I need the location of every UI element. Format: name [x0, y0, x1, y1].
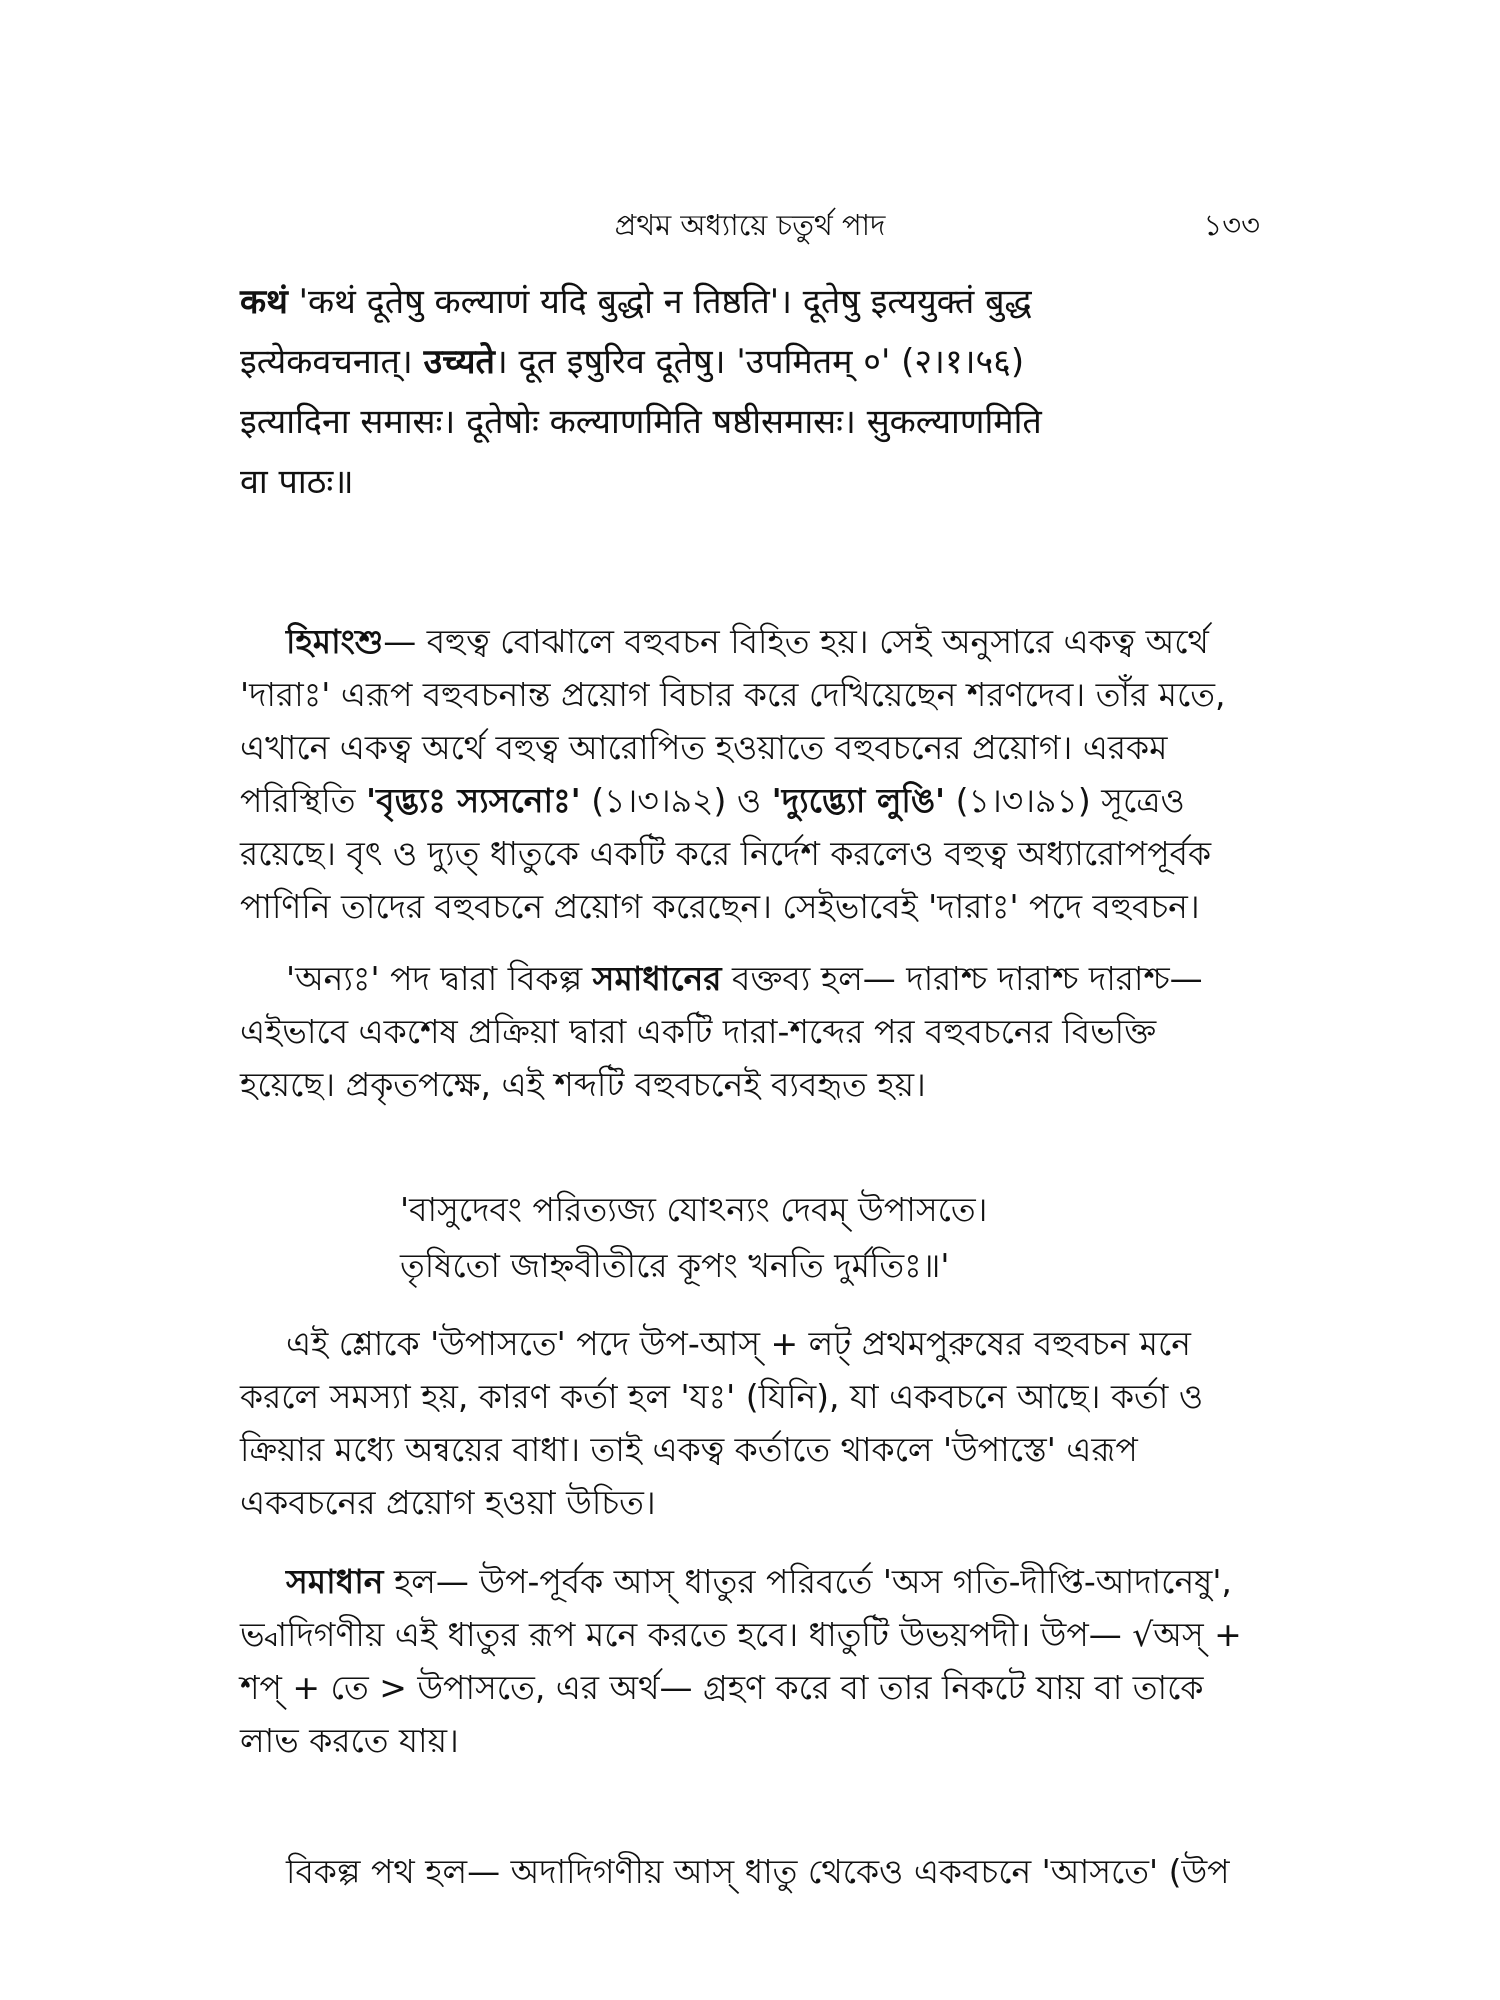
- sanskrit-text: इत्यादिना समासः। दूतेषोः कल्याणमिति षष्ठीसमासः। सुकल्याणमिति: [240, 402, 1042, 442]
- paragraph-alternative: [240, 952, 1260, 1111]
- running-header: [240, 205, 1260, 245]
- sanskrit-line: [240, 272, 1260, 332]
- paragraph-problem: [240, 1317, 1260, 1529]
- sanskrit-text: । दूत इषुरिव दूतेषु। 'उपमितम् ०' (२।१।५६): [494, 342, 1025, 382]
- speaker-name: হিমাংশু: [286, 622, 384, 661]
- sutra-reference: 'বৃদ্ভ্যঃ স্যসনোঃ': [365, 781, 581, 820]
- paragraph-alternate-path: [240, 1845, 1260, 1898]
- page-number: ১৩৩: [1203, 208, 1260, 242]
- sanskrit-line: [240, 332, 1260, 392]
- bold-term: সমাধান: [286, 1562, 384, 1601]
- paragraph-text: বিকল্প পথ হল— অদাদিগণীয় আস্ ধাতু থেকেও একবচনে 'আসতে' (উপ: [286, 1852, 1230, 1891]
- quoted-verse: [400, 1182, 1200, 1294]
- paragraph-text: বক্তব্য হল— দারাশ্চ দারাশ্চ দারাশ্চ— এইভাবে একশেষ প্রক্রিয়া দ্বারা একটি দারা-শব্দের পর বহুবচনের বিভক্তি হয়েছে। প্রকৃতপক্ষে, এই শব্দটি বহুবচনেই ব্যবহৃত হয়।: [240, 959, 1203, 1104]
- sanskrit-line: [240, 452, 1260, 512]
- paragraph-text: হল— উপ-পূর্বক আস্ ধাতুর পরিবর্তে 'অস গতি-দীপ্তি-আদানেষু', ভ্বাদিগণীয় এই ধাতুর রূপ মনে করতে হবে। ধাতুটি উভয়পদী। উপ— √অস্ + শপ্ + তে > উপাসতে, এর অর্থ— গ্রহণ করে বা তার নিকটে যায় বা তাকে লাভ করতে যায়।: [240, 1562, 1242, 1760]
- verse-line: 'বাসুদেবং পরিত্যজ্য যোঽন্যং দেবম্ উপাসতে।: [400, 1190, 988, 1229]
- sanskrit-text: इत्येकवचनात्।: [240, 342, 424, 382]
- paragraph-text: এই শ্লোকে 'উপাসতে' পদে উপ-আস্ + লট্ প্রথমপুরুষের বহুবচন মনে করলে সমস্যা হয়, কারণ কর্তা হল 'যঃ' (যিনি), যা একবচনে আছে। কর্তা ও ক্রিয়ার মধ্যে অন্বয়ের বাধা। তাই একত্ব কর্তাতে থাকলে 'উপাস্তে' এরূপ একবচনের প্রয়োগ হওয়া উচিত।: [240, 1324, 1204, 1522]
- sanskrit-text: 'कथं दूतेषु कल्याणं यदि बुद्धो न तिष्ठति'। दूतेषु इत्ययुक्तं बुद्ध: [287, 282, 1032, 322]
- bold-term: সমাধানের: [592, 959, 722, 998]
- chapter-title: প্রথম অধ্যায়ে চতুর্থ পাদ: [614, 208, 886, 242]
- sanskrit-bold-word: कथं: [240, 282, 288, 322]
- paragraph-text: 'অন্যঃ' পদ দ্বারা বিকল্প: [286, 959, 593, 998]
- paragraph-text: — বহুত্ব বোঝালে বহুবচন বিহিত হয়। সেই অনুসারে একত্ব অর্থে 'দারাঃ' এরূপ বহুবচনান্ত প্রয়োগ বিচার করে দেখিয়েছেন শরণদেব। তাঁর মতে, এখানে একত্ব অর্থে বহুত্ব আরোপিত হওয়াতে বহুবচনের প্রয়োগ। এরকম পরিস্থিতি: [240, 622, 1226, 820]
- sanskrit-commentary: [240, 272, 1260, 512]
- paragraph-text: (১।৩।৯২) ও: [580, 781, 772, 820]
- sanskrit-bold-word: उच्यते: [423, 342, 495, 382]
- verse-line: তৃষিতো জাহ্নবীতীরে কূপং খনতি দুর্মতিঃ॥': [400, 1246, 950, 1285]
- paragraph-himangshu: [240, 615, 1260, 933]
- sanskrit-line: [240, 392, 1260, 452]
- sutra-reference: 'দ্যুদ্ভ্যো লুঙি': [771, 781, 946, 820]
- paragraph-solution: [240, 1555, 1260, 1767]
- sanskrit-text: वा पाठः॥: [240, 462, 354, 502]
- paragraph-text: (১।৩।৯১) সূত্রেও রয়েছে। বৃৎ ও দ্যুত্ ধাতুকে একটি করে নির্দেশ করলেও বহুত্ব অধ্যারোপপূর্বক পাণিনি তাদের বহুবচনে প্রয়োগ করেছেন। সেইভাবেই 'দারাঃ' পদে বহুবচন।: [240, 781, 1212, 926]
